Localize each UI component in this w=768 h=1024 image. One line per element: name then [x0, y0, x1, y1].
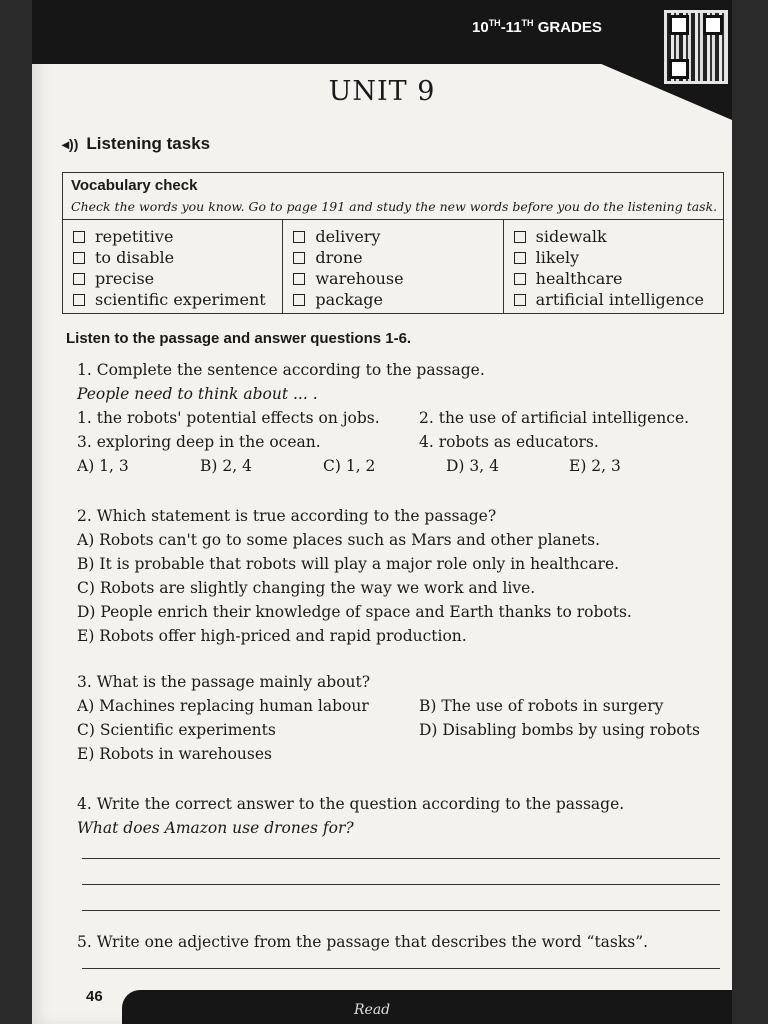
grades-label: 10TH-11TH GRADES: [472, 18, 602, 36]
vocab-item[interactable]: artificial intelligence: [514, 289, 713, 310]
checkbox-icon[interactable]: [514, 231, 526, 243]
page-number: 46: [86, 988, 103, 1005]
footer-brand: Read: [354, 1002, 391, 1018]
vocab-item[interactable]: likely: [514, 247, 713, 268]
unit-title: UNIT 9: [328, 76, 436, 107]
question-stem: 1. Complete the sentence according to the passage.: [77, 361, 485, 379]
vocab-item[interactable]: drone: [293, 247, 492, 268]
checkbox-icon[interactable]: [293, 273, 305, 285]
vocab-grid: [63, 219, 723, 314]
question-2: [77, 504, 632, 648]
question-1: 1. Complete the sentence according to the passage. People need to think about ... . 1. the robots' potential effects on jobs. 2. the use of artificial intelligence. 3. exploring deep in the ocean. 4. robots as educators. A) 1, 3 B) 2, 4 C) 1, 2 D) 3, 4 E) 2, 3: [77, 358, 692, 478]
answer-option[interactable]: A) Robots can't go to some places such as Mars and other planets.: [77, 531, 601, 549]
vocab-title: Vocabulary check: [71, 177, 198, 194]
answer-option[interactable]: D) Disabling bombs by using robots: [419, 721, 700, 739]
answer-option[interactable]: E) Robots in warehouses: [77, 745, 272, 763]
qr-code: [664, 10, 728, 84]
answer-line[interactable]: [82, 858, 720, 859]
checkbox-icon[interactable]: [293, 252, 305, 264]
header-band: [32, 0, 732, 64]
vocab-column-1: [63, 220, 283, 314]
answer-option[interactable]: E) 2, 3: [569, 457, 621, 475]
question-3: [77, 670, 700, 766]
answer-line[interactable]: [82, 910, 720, 911]
checkbox-icon[interactable]: [293, 231, 305, 243]
answer-option[interactable]: B) It is probable that robots will play a major role only in healthcare.: [77, 555, 620, 573]
answer-option[interactable]: A) 1, 3: [77, 457, 129, 475]
answer-option[interactable]: E) Robots offer high-priced and rapid production.: [77, 627, 467, 645]
answer-line[interactable]: [82, 968, 720, 969]
listening-heading-text: Listening tasks: [86, 134, 211, 153]
listening-heading: [62, 134, 210, 154]
checkbox-icon[interactable]: [293, 294, 305, 306]
question-stem: 2. Which statement is true according to the passage?: [77, 507, 497, 525]
answer-option[interactable]: C) Scientific experiments: [77, 721, 276, 739]
worksheet-page: [32, 0, 732, 1024]
question-stem: 3. What is the passage mainly about?: [77, 673, 371, 691]
answer-option[interactable]: C) 1, 2: [323, 457, 376, 475]
vocab-instruction: Check the words you know. Go to page 191 and study the new words before you do the listening task.: [71, 199, 718, 214]
checkbox-icon[interactable]: [514, 273, 526, 285]
answer-option[interactable]: A) Machines replacing human labour: [77, 697, 369, 715]
answer-option[interactable]: D) 3, 4: [446, 457, 499, 475]
question-5: [77, 930, 648, 954]
question-4: [77, 792, 624, 840]
speaker-icon: ◂)): [62, 135, 79, 152]
vocab-item[interactable]: warehouse: [293, 268, 492, 289]
checkbox-icon[interactable]: [73, 252, 85, 264]
section-heading: Listen to the passage and answer questions 1-6.: [66, 330, 412, 347]
checkbox-icon[interactable]: [514, 294, 526, 306]
answer-option[interactable]: B) 2, 4: [200, 457, 252, 475]
question-prompt: People need to think about ... .: [77, 385, 318, 403]
answer-option[interactable]: B) The use of robots in surgery: [419, 697, 664, 715]
vocab-item[interactable]: delivery: [293, 226, 492, 247]
vocab-item[interactable]: to disable: [73, 247, 272, 268]
question-stem: 5. Write one adjective from the passage that describes the word “tasks”.: [77, 933, 649, 951]
footer-band: [122, 990, 732, 1024]
vocabulary-box: [62, 172, 724, 314]
question-prompt: What does Amazon use drones for?: [77, 819, 354, 837]
answer-line[interactable]: [82, 884, 720, 885]
vocab-item[interactable]: precise: [73, 268, 272, 289]
question-stem: 4. Write the correct answer to the question according to the passage.: [77, 795, 625, 813]
checkbox-icon[interactable]: [73, 273, 85, 285]
vocab-item[interactable]: scientific experiment: [73, 289, 272, 310]
checkbox-icon[interactable]: [514, 252, 526, 264]
vocab-item[interactable]: healthcare: [514, 268, 713, 289]
vocab-item[interactable]: sidewalk: [514, 226, 713, 247]
answer-option[interactable]: D) People enrich their knowledge of space and Earth thanks to robots.: [77, 603, 632, 621]
vocab-item[interactable]: repetitive: [73, 226, 272, 247]
vocab-item[interactable]: package: [293, 289, 492, 310]
checkbox-icon[interactable]: [73, 294, 85, 306]
checkbox-icon[interactable]: [73, 231, 85, 243]
answer-option[interactable]: C) Robots are slightly changing the way we work and live.: [77, 579, 536, 597]
vocab-column-2: [283, 220, 503, 314]
vocab-column-3: [504, 220, 723, 314]
